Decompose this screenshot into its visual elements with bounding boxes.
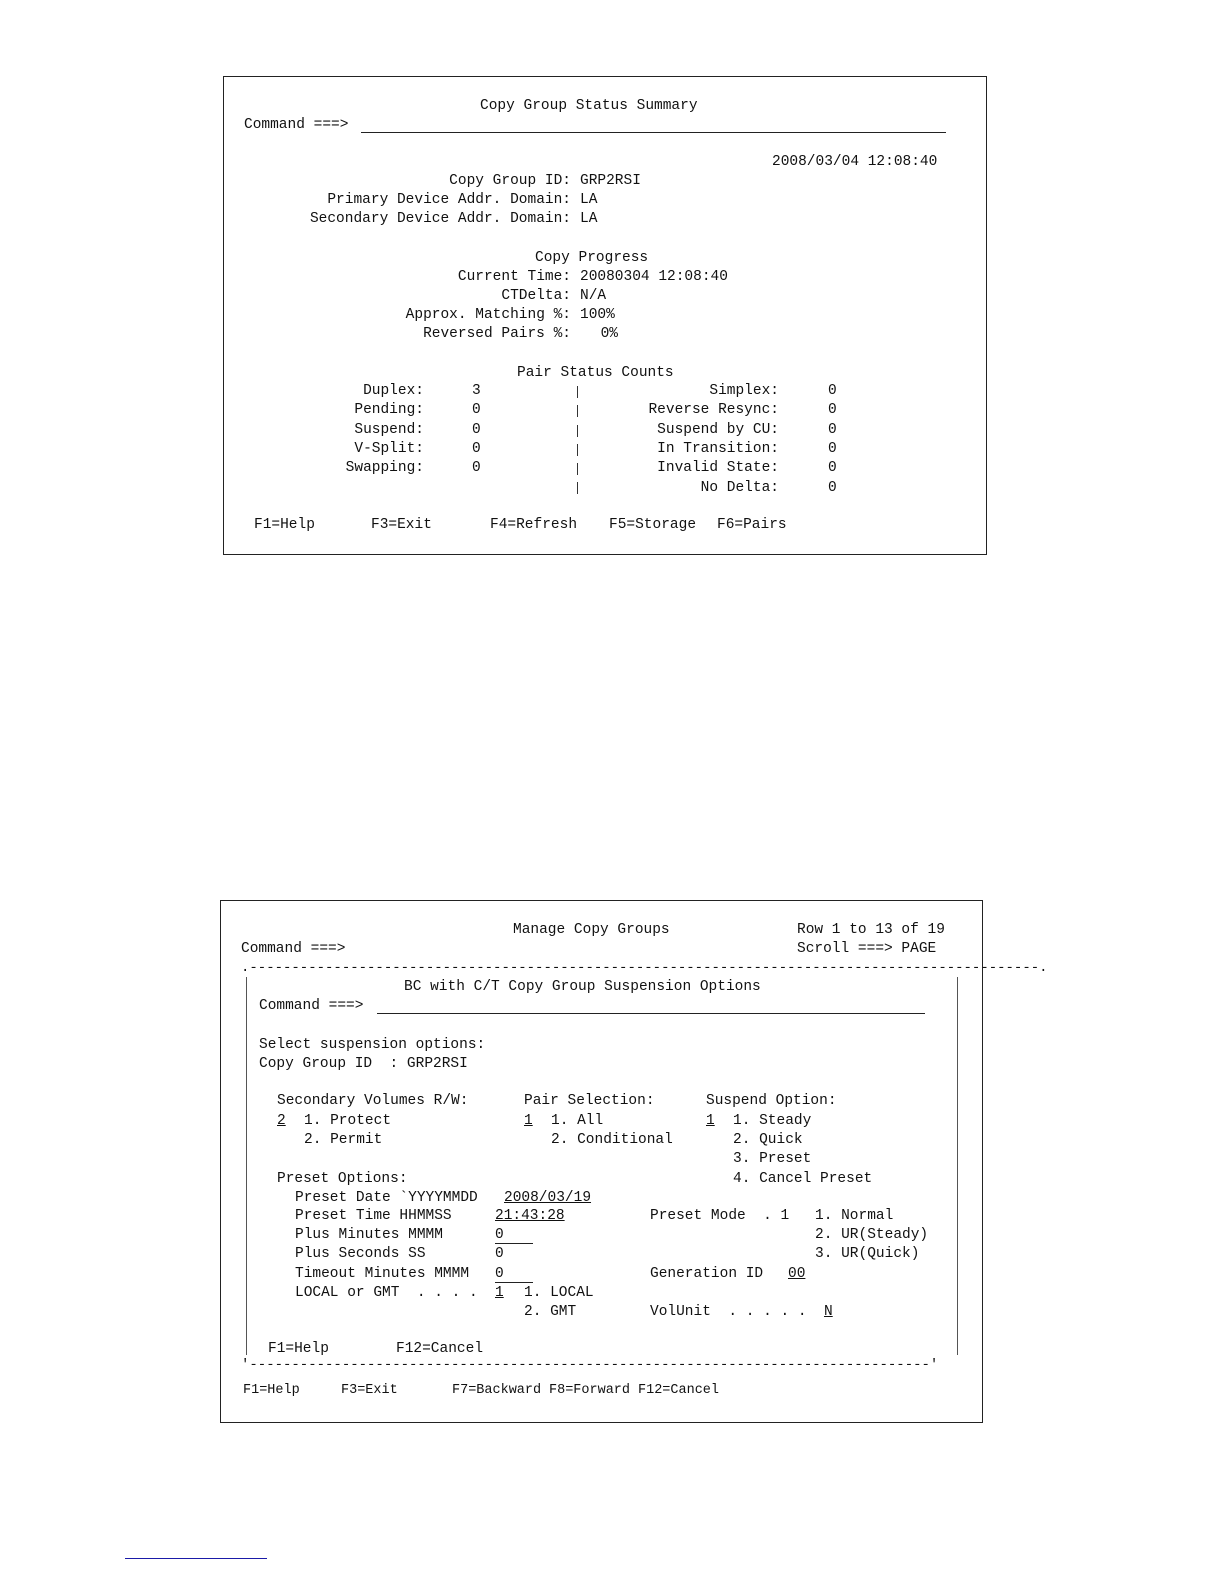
copy-group-id: Copy Group ID : GRP2RSI	[259, 1056, 468, 1072]
quick-option: 2. Quick	[733, 1132, 803, 1148]
all-option: 1. All	[551, 1113, 604, 1129]
timeout-minutes-input[interactable]: 0	[495, 1266, 504, 1282]
steady-option: 1. Steady	[733, 1113, 812, 1129]
popup-f12-cancel-key[interactable]: F12=Cancel	[396, 1341, 484, 1357]
reversed-value: 0%	[600, 326, 618, 342]
plus-minutes-input[interactable]: 0	[495, 1227, 504, 1243]
popup-top-border: .----------------------------------------------------------------------------------------------.	[241, 960, 1048, 976]
in-transition-label: In Transition:	[657, 441, 779, 457]
f6-pairs-key[interactable]: F6=Pairs	[717, 517, 787, 533]
f3-exit-key[interactable]: F3=Exit	[371, 517, 432, 533]
f5-storage-key[interactable]: F5=Storage	[609, 517, 697, 533]
preset-mode-label[interactable]: Preset Mode . 1	[650, 1208, 790, 1224]
plus-seconds-label: Plus Seconds SS	[295, 1246, 426, 1262]
ur-steady-option: 2. UR(Steady)	[815, 1227, 929, 1243]
secondary-domain-label: Secondary Device Addr. Domain:	[309, 211, 571, 227]
copy-group-status-screen	[223, 76, 987, 555]
copy-progress-heading: Copy Progress	[535, 250, 649, 266]
duplex-value: 3	[472, 383, 481, 399]
preset-option: 3. Preset	[733, 1151, 812, 1167]
matching-value: 100%	[580, 307, 615, 323]
secondary-volumes-input[interactable]: 2	[277, 1113, 286, 1129]
command-input[interactable]	[361, 132, 946, 133]
pending-label: Pending:	[354, 402, 424, 418]
manage-copy-groups-screen	[220, 900, 1048, 1423]
scroll-info[interactable]: Scroll ===> PAGE	[797, 941, 937, 957]
matching-label: Approx. Matching %:	[405, 307, 571, 323]
f1-help-key[interactable]: F1=Help	[254, 517, 315, 533]
screen-title: Copy Group Status Summary	[480, 98, 698, 114]
in-transition-value: 0	[828, 441, 837, 457]
suspend-by-cu-label: Suspend by CU:	[657, 422, 779, 438]
current-time-label: Current Time:	[457, 269, 571, 285]
ctdelta-label: CTDelta:	[501, 288, 571, 304]
popup-title: BC with C/T Copy Group Suspension Options	[404, 979, 761, 995]
pair-status-heading: Pair Status Counts	[517, 365, 674, 381]
popup-command-label: Command ===>	[259, 998, 364, 1014]
pair-selection-heading: Pair Selection:	[524, 1093, 655, 1109]
screen-title: Manage Copy Groups	[513, 922, 670, 938]
copy-group-id-value: GRP2RSI	[580, 173, 641, 189]
popup-left-border	[246, 977, 247, 1355]
popup-f1-help-key[interactable]: F1=Help	[268, 1341, 329, 1357]
row-info: Row 1 to 13 of 19	[797, 922, 945, 938]
v-split-value: 0	[472, 441, 481, 457]
f12-cancel-key[interactable]: F12=Cancel	[638, 1383, 720, 1398]
pair-selection-input[interactable]: 1	[524, 1113, 533, 1129]
swapping-value: 0	[472, 460, 481, 476]
suspend-by-cu-value: 0	[828, 422, 837, 438]
timestamp: 2008/03/04 12:08:40	[772, 154, 938, 170]
f1-help-key[interactable]: F1=Help	[243, 1383, 300, 1398]
divider-pipe	[577, 482, 578, 494]
preset-time-input[interactable]: 21:43:28	[495, 1208, 565, 1224]
plus-seconds-input[interactable]: 0	[495, 1246, 504, 1262]
local-option: 1. LOCAL	[524, 1285, 594, 1301]
duplex-label: Duplex:	[363, 383, 424, 399]
invalid-state-value: 0	[828, 460, 837, 476]
f7-backward-key[interactable]: F7=Backward	[452, 1383, 542, 1398]
simplex-label: Simplex:	[709, 383, 779, 399]
suspend-value: 0	[472, 422, 481, 438]
cancel-preset-option: 4. Cancel Preset	[733, 1171, 873, 1187]
suspend-option-input[interactable]: 1	[706, 1113, 715, 1129]
volunit-input[interactable]: N	[824, 1304, 833, 1320]
timeout-minutes-label: Timeout Minutes MMMM	[295, 1266, 470, 1282]
preset-date-input[interactable]: 2008/03/19	[504, 1190, 592, 1206]
divider-pipe	[577, 444, 578, 456]
popup-command-input[interactable]	[377, 1013, 925, 1014]
local-gmt-input[interactable]: 1	[495, 1285, 504, 1301]
popup-right-border	[957, 977, 958, 1355]
protect-option: 1. Protect	[304, 1113, 392, 1129]
plus-minutes-underline	[495, 1243, 533, 1244]
copy-group-id-label: Copy Group ID:	[449, 173, 571, 189]
preset-time-label: Preset Time HHMMSS	[295, 1208, 452, 1224]
preset-date-label: Preset Date `YYYYMMDD	[295, 1190, 478, 1206]
popup-bottom-border: '---------------------------------------------------------------------------------'	[241, 1357, 939, 1373]
preset-options-heading: Preset Options:	[277, 1171, 408, 1187]
simplex-value: 0	[828, 383, 837, 399]
secondary-domain-value: LA	[580, 211, 598, 227]
ur-quick-option: 3. UR(Quick)	[815, 1246, 920, 1262]
secondary-volumes-heading: Secondary Volumes R/W:	[277, 1093, 469, 1109]
f8-forward-key[interactable]: F8=Forward	[549, 1383, 631, 1398]
volunit-label: VolUnit . . . . .	[650, 1304, 807, 1320]
primary-domain-label: Primary Device Addr. Domain:	[327, 192, 571, 208]
divider-pipe	[577, 463, 578, 475]
divider-pipe	[577, 386, 578, 398]
v-split-label: V-Split:	[354, 441, 424, 457]
local-gmt-label: LOCAL or GMT . . . .	[295, 1285, 478, 1301]
gmt-option: 2. GMT	[524, 1304, 577, 1320]
f3-exit-key[interactable]: F3=Exit	[341, 1383, 398, 1398]
conditional-option: 2. Conditional	[551, 1132, 673, 1148]
suspend-label: Suspend:	[354, 422, 424, 438]
pending-value: 0	[472, 402, 481, 418]
timeout-minutes-underline	[495, 1282, 533, 1283]
command-label: Command ===>	[244, 117, 349, 133]
select-prompt: Select suspension options:	[259, 1037, 486, 1053]
divider-pipe	[577, 405, 578, 417]
suspend-option-heading: Suspend Option:	[706, 1093, 837, 1109]
invalid-state-label: Invalid State:	[657, 460, 779, 476]
reverse-resync-label: Reverse Resync:	[648, 402, 779, 418]
reverse-resync-value: 0	[828, 402, 837, 418]
normal-option: 1. Normal	[815, 1208, 894, 1224]
no-delta-value: 0	[828, 480, 837, 496]
reversed-label: Reversed Pairs %:	[423, 326, 571, 342]
ctdelta-value: N/A	[580, 288, 607, 304]
f4-refresh-key[interactable]: F4=Refresh	[490, 517, 578, 533]
current-time-value: 20080304 12:08:40	[580, 269, 728, 285]
generation-id-input[interactable]: 00	[788, 1266, 806, 1282]
no-delta-label: No Delta:	[700, 480, 779, 496]
generation-id-label: Generation ID	[650, 1266, 764, 1282]
swapping-label: Swapping:	[345, 460, 424, 476]
footnote-rule	[125, 1558, 267, 1559]
primary-domain-value: LA	[580, 192, 598, 208]
command-label: Command ===>	[241, 941, 346, 957]
permit-option: 2. Permit	[304, 1132, 383, 1148]
plus-minutes-label: Plus Minutes MMMM	[295, 1227, 443, 1243]
divider-pipe	[577, 425, 578, 437]
